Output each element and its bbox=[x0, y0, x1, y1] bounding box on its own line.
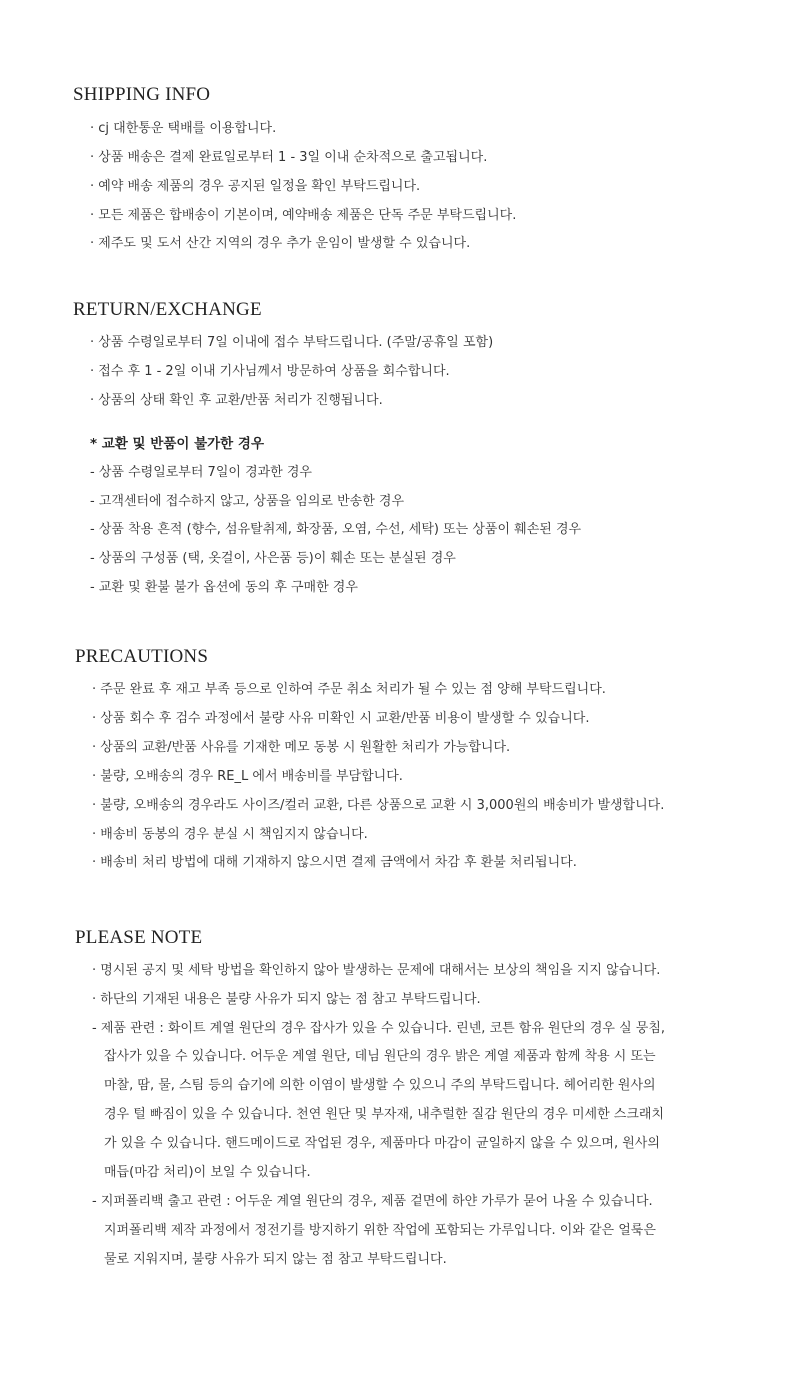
return-item: · 접수 후 1 - 2일 이내 기사님께서 방문하여 상품을 회수합니다. bbox=[90, 364, 450, 379]
return-unavailable-item: - 교환 및 환불 불가 옵션에 동의 후 구매한 경우 bbox=[90, 580, 358, 595]
precaution-item: · 상품 회수 후 검수 과정에서 불량 사유 미확인 시 교환/반품 비용이 발생할 수 있습니다. bbox=[92, 711, 590, 726]
note-fabric-line: 매듭(마감 처리)이 보일 수 있습니다. bbox=[104, 1165, 311, 1180]
shipping-info-title: SHIPPING INFO bbox=[73, 84, 211, 105]
shipping-item: · 상품 배송은 결제 완료일로부터 1 - 3일 이내 순차적으로 출고됩니다. bbox=[90, 150, 488, 165]
precaution-item: · 불량, 오배송의 경우라도 사이즈/컬러 교환, 다른 상품으로 교환 시 3,000원의 배송비가 발생합니다. bbox=[92, 798, 665, 813]
note-fabric-line: - 제품 관련 : 화이트 계열 원단의 경우 잡사가 있을 수 있습니다. 린넨, 코튼 함유 원단의 경우 실 뭉침, bbox=[92, 1021, 666, 1036]
precaution-item: · 불량, 오배송의 경우 RE_L 에서 배송비를 부담합니다. bbox=[92, 769, 403, 784]
precaution-item: · 배송비 처리 방법에 대해 기재하지 않으시면 결제 금액에서 차감 후 환불 처리됩니다. bbox=[92, 855, 577, 870]
return-unavailable-item: - 상품의 구성품 (택, 옷걸이, 사은품 등)이 훼손 또는 분실된 경우 bbox=[90, 551, 456, 566]
return-item: · 상품 수령일로부터 7일 이내에 접수 부탁드립니다. (주말/공휴일 포함) bbox=[90, 335, 494, 350]
note-fabric-line: 잡사가 있을 수 있습니다. 어두운 계열 원단, 데님 원단의 경우 밝은 계열 제품과 함께 착용 시 또는 bbox=[104, 1049, 656, 1064]
shipping-item: · cj 대한통운 택배를 이용합니다. bbox=[90, 121, 277, 136]
return-unavailable-item: - 상품 수령일로부터 7일이 경과한 경우 bbox=[90, 465, 312, 480]
note-fabric-line: 마찰, 땀, 물, 스팀 등의 습기에 의한 이염이 발생할 수 있으니 주의 부탁드립니다. 헤어리한 원사의 bbox=[104, 1078, 656, 1093]
note-item: · 하단의 기재된 내용은 불량 사유가 되지 않는 점 참고 부탁드립니다. bbox=[92, 992, 481, 1007]
shipping-item: · 제주도 및 도서 산간 지역의 경우 추가 운임이 발생할 수 있습니다. bbox=[90, 236, 471, 251]
precaution-item: · 주문 완료 후 재고 부족 등으로 인하여 주문 취소 처리가 될 수 있는 점 양해 부탁드립니다. bbox=[92, 682, 606, 697]
return-unavailable-header: * 교환 및 반품이 불가한 경우 bbox=[90, 436, 265, 452]
return-exchange-title: RETURN/EXCHANGE bbox=[73, 299, 262, 320]
note-zipper-line: - 지퍼폴리백 출고 관련 : 어두운 계열 원단의 경우, 제품 겉면에 하얀 가루가 묻어 나올 수 있습니다. bbox=[92, 1194, 653, 1209]
return-unavailable-item: - 고객센터에 접수하지 않고, 상품을 임의로 반송한 경우 bbox=[90, 494, 405, 509]
note-zipper-line: 물로 지워지며, 불량 사유가 되지 않는 점 참고 부탁드립니다. bbox=[104, 1252, 447, 1267]
shipping-item: · 예약 배송 제품의 경우 공지된 일정을 확인 부탁드립니다. bbox=[90, 179, 421, 194]
note-fabric-line: 경우 털 빠짐이 있을 수 있습니다. 천연 원단 및 부자재, 내추럴한 질감 원단의 경우 미세한 스크래치 bbox=[104, 1107, 665, 1122]
note-item: · 명시된 공지 및 세탁 방법을 확인하지 않아 발생하는 문제에 대해서는 보상의 책임을 지지 않습니다. bbox=[92, 963, 661, 978]
please-note-title: PLEASE NOTE bbox=[75, 927, 203, 948]
precaution-item: · 상품의 교환/반품 사유를 기재한 메모 동봉 시 원활한 처리가 가능합니다. bbox=[92, 740, 511, 755]
note-fabric-line: 가 있을 수 있습니다. 핸드메이드로 작업된 경우, 제품마다 마감이 균일하지 않을 수 있으며, 원사의 bbox=[104, 1136, 660, 1151]
shipping-item: · 모든 제품은 합배송이 기본이며, 예약배송 제품은 단독 주문 부탁드립니다. bbox=[90, 208, 517, 223]
note-zipper-line: 지퍼폴리백 제작 과정에서 정전기를 방지하기 위한 작업에 포함되는 가루입니다. 이와 같은 얼룩은 bbox=[104, 1223, 656, 1238]
precautions-title: PRECAUTIONS bbox=[75, 646, 209, 667]
return-unavailable-item: - 상품 착용 흔적 (향수, 섬유탈취제, 화장품, 오염, 수선, 세탁) 또는 상품이 훼손된 경우 bbox=[90, 522, 582, 537]
return-item: · 상품의 상태 확인 후 교환/반품 처리가 진행됩니다. bbox=[90, 393, 383, 408]
precaution-item: · 배송비 동봉의 경우 분실 시 책임지지 않습니다. bbox=[92, 827, 368, 842]
